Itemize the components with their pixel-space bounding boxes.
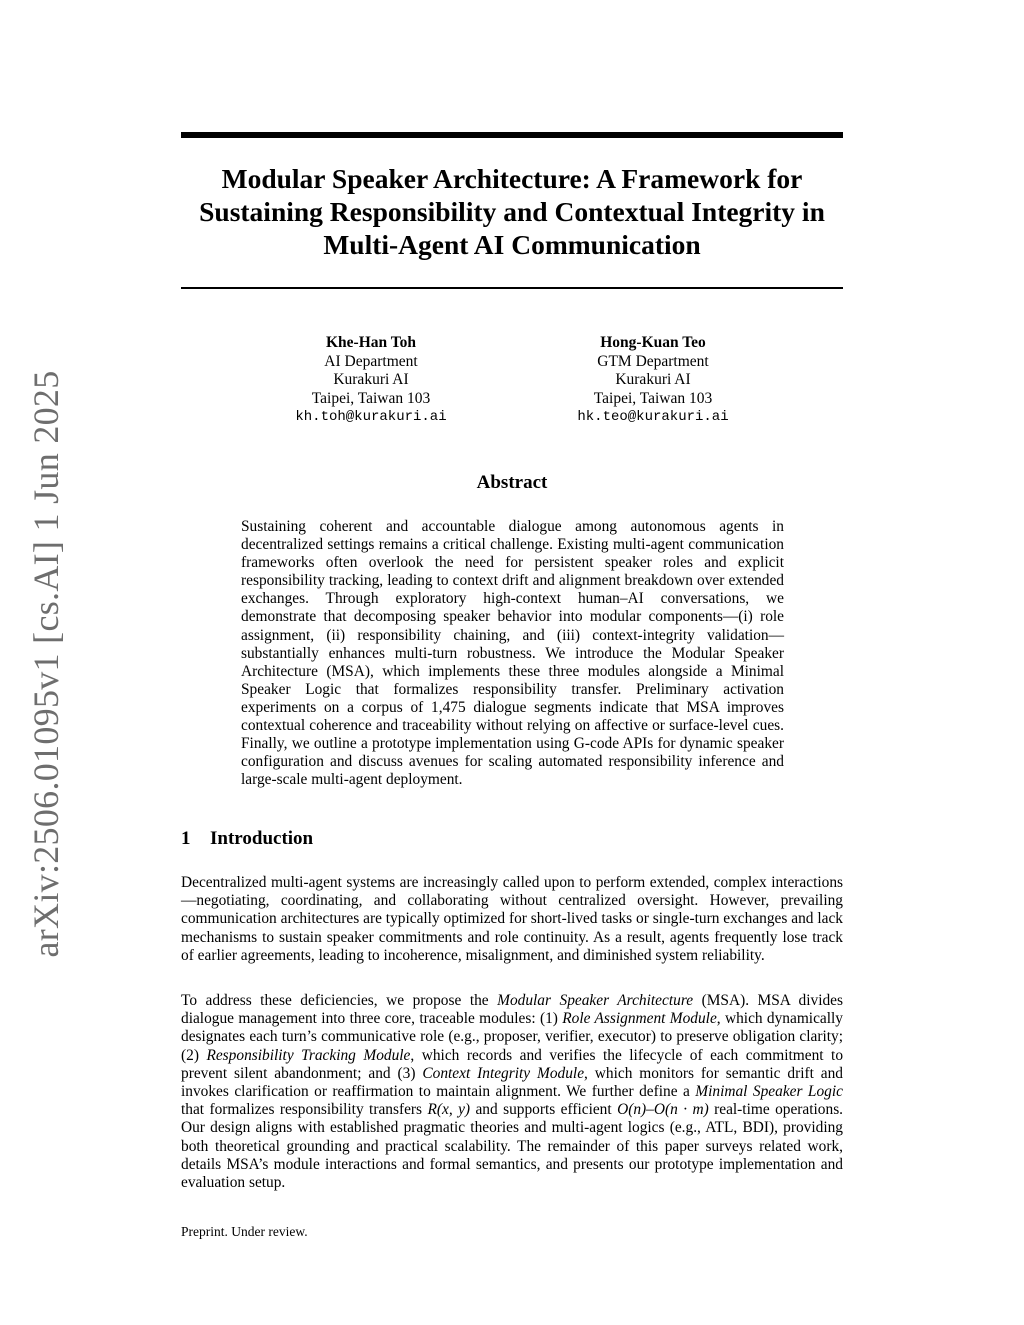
math-expression: O(n · m): [653, 1101, 709, 1119]
text-run: To address these deficiencies, we propose the: [181, 992, 498, 1009]
author-1: [221, 334, 521, 427]
text-run: , which monitors for semantic drift and invokes clarification or reaffirmation to maintain alignment. We further define a: [181, 1064, 844, 1101]
math-expression: O(n): [617, 1101, 647, 1119]
author-location: Taipei, Taiwan 103: [593, 389, 713, 407]
abstract-text: Sustaining coherent and accountable dialogue among autonomous agents in decentralized settings remains a critical challenge. Existing multi-agent communication frameworks often overlook the need for persistent speaker roles and explicit responsibility tracking, leading to context drift and alignment breakdown over extended exchanges. Through exploratory high-context human–AI conversations, we demonstrate that decomposing speaker behavior into modular components—(i) role assignment, (ii) responsibility chaining, and (iii) context-integrity validation—substantially enhances multi-turn robustness. We introduce the Modular Speaker Architecture (MSA), which implements these three modules alongside a Minimal Speaker Logic that formalizes responsibility transfer. Preliminary activation experiments on a corpus of 1,475 dialogue segments indicate that MSA improves contextual coherence and traceability without relying on affective or surface-level cues. Finally, we outline a prototype implementation using G-code APIs for dynamic speaker configuration and discuss avenues for scaling automated responsibility inference and large-scale multi-agent deployment.: [241, 518, 784, 789]
title-bottom-rule: [181, 287, 843, 289]
author-email: kh.toh@kurakuri.ai: [295, 409, 447, 425]
emphasis-term: Responsibility Tracking Module: [206, 1046, 411, 1064]
emphasis-term: Minimal Speaker Logic: [695, 1083, 843, 1101]
author-block: [181, 334, 843, 434]
intro-paragraph-2: [181, 992, 843, 1192]
math-expression: R(x, y): [427, 1101, 471, 1119]
emphasis-term: Context Integrity Module: [422, 1064, 585, 1082]
intro-paragraph-1: Decentralized multi-agent systems are increasingly called upon to perform extended, complex interactions—negotiating, coordinating, and collaborating without centralized oversight. However, prevailing communication architectures are typically optimized for short-lived tasks or single-turn exchanges and lack mechanisms to sustain speaker commitments and role continuity. As a result, agents frequently lose track of earlier agreements, leading to incoherence, misalignment, and diminished system reliability.: [181, 874, 843, 964]
title-line: Modular Speaker Architecture: A Framework for: [221, 163, 803, 194]
author-location: Taipei, Taiwan 103: [311, 389, 431, 407]
emphasis-term: Modular Speaker Architecture: [497, 992, 694, 1009]
author-department: AI Department: [324, 352, 418, 370]
text-run: and supports efficient: [470, 1101, 618, 1119]
text-run: , which dynamically designates each turn’s communicative role (e.g., proposer, verifier, executor) to preserve obligation clarity; (2): [181, 1010, 843, 1064]
author-org: Kurakuri AI: [615, 371, 691, 388]
section-title: Introduction: [210, 828, 314, 849]
text-run: –: [646, 1101, 654, 1119]
author-2: [503, 334, 803, 427]
text-run: (MSA). MSA divides dialogue management into three core, traceable modules: (1): [181, 992, 844, 1028]
author-name: Khe-Han Toh: [325, 334, 417, 351]
author-org: Kurakuri AI: [333, 371, 409, 388]
author-email: hk.teo@kurakuri.ai: [577, 409, 729, 425]
author-department: GTM Department: [597, 352, 709, 370]
emphasis-term: Role Assignment Module: [562, 1010, 717, 1028]
text-run: that formalizes responsibility transfers: [181, 1101, 428, 1119]
text-run: , which records and verifies the lifecycle of each commitment to prevent silent abandonment; and (3): [181, 1046, 844, 1082]
title-line: Sustaining Responsibility and Contextual Integrity in: [199, 196, 825, 227]
title-top-rule: [181, 132, 843, 138]
section-heading-introduction: [181, 828, 313, 850]
author-name: Hong-Kuan Teo: [600, 334, 706, 351]
footer-note: Preprint. Under review.: [181, 1224, 308, 1239]
title-line: Multi-Agent AI Communication: [323, 229, 701, 260]
section-number: 1: [181, 828, 191, 849]
text-run: real-time operations. Our design aligns with established pragmatic theories and multi-agent logics (e.g., ATL, BDI), providing both theoretical grounding and practical scalability. The remainder of this paper surveys related work, details MSA’s module interactions and formal semantics, and presents our prototype implementation and evaluation setup.: [181, 1101, 844, 1192]
arxiv-identifier: arXiv:2506.01095v1 [cs.AI] 1 Jun 2025: [26, 370, 66, 958]
paper-title: [181, 162, 843, 261]
abstract-heading: Abstract: [476, 472, 548, 493]
